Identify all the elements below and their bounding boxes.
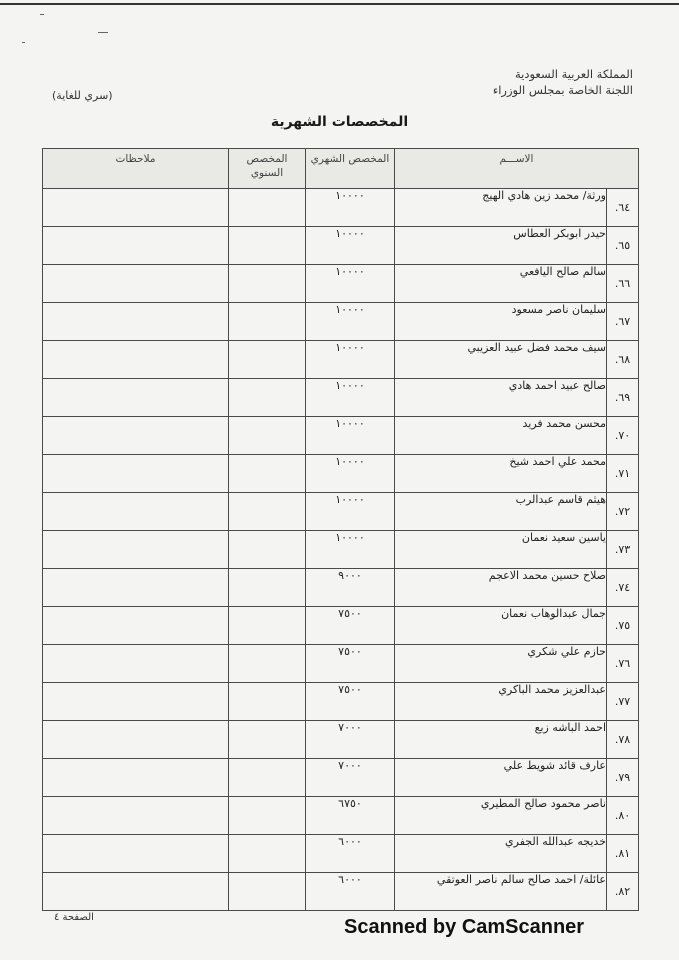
row-number: ٦٤. bbox=[607, 189, 639, 227]
row-name: سيف محمد فضل عبيد العزيبي bbox=[394, 341, 606, 379]
row-annual-allowance bbox=[228, 341, 305, 379]
row-notes bbox=[43, 379, 229, 417]
scan-speck bbox=[40, 14, 44, 15]
row-number: ٦٩. bbox=[607, 379, 639, 417]
row-monthly-allowance: ٩٠٠٠ bbox=[305, 569, 394, 607]
row-annual-allowance bbox=[228, 797, 305, 835]
row-monthly-allowance: ١٠٠٠٠ bbox=[305, 189, 394, 227]
table-row bbox=[43, 645, 639, 683]
row-number: ٧٨. bbox=[607, 721, 639, 759]
row-monthly-allowance: ١٠٠٠٠ bbox=[305, 227, 394, 265]
table-row bbox=[43, 341, 639, 379]
scan-top-edge bbox=[0, 3, 679, 5]
row-number: ٧١. bbox=[607, 455, 639, 493]
classification-label: (سري للغاية) bbox=[52, 89, 113, 102]
row-annual-allowance bbox=[228, 835, 305, 873]
row-name: صلاح حسين محمد الاعجم bbox=[394, 569, 606, 607]
row-annual-allowance bbox=[228, 379, 305, 417]
column-header-monthly: المخصص الشهري bbox=[305, 149, 394, 189]
row-name: سالم صالح اليافعي bbox=[394, 265, 606, 303]
table-row bbox=[43, 265, 639, 303]
row-notes bbox=[43, 455, 229, 493]
row-notes bbox=[43, 759, 229, 797]
row-notes bbox=[43, 265, 229, 303]
row-number: ٧٣. bbox=[607, 531, 639, 569]
row-monthly-allowance: ٧٥٠٠ bbox=[305, 645, 394, 683]
page-number: الصفحة ٤ bbox=[54, 912, 94, 923]
scanner-watermark: Scanned by CamScanner bbox=[344, 916, 585, 938]
row-number: ٧٠. bbox=[607, 417, 639, 455]
row-notes bbox=[43, 303, 229, 341]
row-annual-allowance bbox=[228, 607, 305, 645]
row-number: ٨٢. bbox=[607, 873, 639, 911]
column-header-notes: ملاحظات bbox=[43, 149, 229, 189]
table-row bbox=[43, 379, 639, 417]
row-annual-allowance bbox=[228, 303, 305, 341]
row-notes bbox=[43, 493, 229, 531]
row-notes bbox=[43, 417, 229, 455]
row-notes bbox=[43, 797, 229, 835]
row-number: ٧٦. bbox=[607, 645, 639, 683]
row-number: ٧٧. bbox=[607, 683, 639, 721]
row-monthly-allowance: ١٠٠٠٠ bbox=[305, 455, 394, 493]
row-number: ٨٠. bbox=[607, 797, 639, 835]
row-monthly-allowance: ٦٠٠٠ bbox=[305, 873, 394, 911]
page-title: المخصصات الشهرية bbox=[270, 114, 409, 130]
row-name: خديجه عبدالله الجفري bbox=[394, 835, 606, 873]
row-monthly-allowance: ١٠٠٠٠ bbox=[305, 417, 394, 455]
row-annual-allowance bbox=[228, 569, 305, 607]
row-monthly-allowance: ٧٠٠٠ bbox=[305, 721, 394, 759]
row-number: ٧٥. bbox=[607, 607, 639, 645]
row-number: ٦٥. bbox=[607, 227, 639, 265]
committee-name: اللجنة الخاصة بمجلس الوزراء bbox=[492, 83, 633, 97]
row-notes bbox=[43, 835, 229, 873]
row-monthly-allowance: ١٠٠٠٠ bbox=[305, 341, 394, 379]
table-row bbox=[43, 873, 639, 911]
table-row bbox=[43, 531, 639, 569]
row-number: ٧٩. bbox=[607, 759, 639, 797]
row-annual-allowance bbox=[228, 873, 305, 911]
row-monthly-allowance: ٧٥٠٠ bbox=[305, 683, 394, 721]
row-annual-allowance bbox=[228, 683, 305, 721]
row-notes bbox=[43, 569, 229, 607]
row-notes bbox=[43, 531, 229, 569]
table-row bbox=[43, 759, 639, 797]
table-row bbox=[43, 797, 639, 835]
row-name: جمال عبدالوهاب نعمان bbox=[394, 607, 606, 645]
row-name: سليمان ناصر مسعود bbox=[394, 303, 606, 341]
row-notes bbox=[43, 341, 229, 379]
row-name: ورثة/ محمد زين هادي الهيج bbox=[394, 189, 606, 227]
row-name: هيثم قاسم عبدالرب bbox=[394, 493, 606, 531]
row-name: عارف قائد شويط علي bbox=[394, 759, 606, 797]
row-annual-allowance bbox=[228, 493, 305, 531]
table-row bbox=[43, 683, 639, 721]
row-annual-allowance bbox=[228, 265, 305, 303]
row-name: محسن محمد فريد bbox=[394, 417, 606, 455]
row-number: ٧٢. bbox=[607, 493, 639, 531]
allowances-table bbox=[42, 148, 639, 911]
row-number: ٦٨. bbox=[607, 341, 639, 379]
row-monthly-allowance: ١٠٠٠٠ bbox=[305, 379, 394, 417]
row-name: عائلة/ احمد صالح سالم ناصر العوتقي bbox=[394, 873, 606, 911]
row-number: ٦٦. bbox=[607, 265, 639, 303]
row-monthly-allowance: ٦٧٥٠ bbox=[305, 797, 394, 835]
row-name: احمد الباشه زبع bbox=[394, 721, 606, 759]
row-number: ٨١. bbox=[607, 835, 639, 873]
row-notes bbox=[43, 873, 229, 911]
row-annual-allowance bbox=[228, 189, 305, 227]
row-annual-allowance bbox=[228, 455, 305, 493]
table-header-row bbox=[43, 149, 639, 189]
row-monthly-allowance: ٧٠٠٠ bbox=[305, 759, 394, 797]
letterhead bbox=[493, 66, 633, 98]
table-row bbox=[43, 227, 639, 265]
row-annual-allowance bbox=[228, 227, 305, 265]
row-name: حيدر ابوبكر العطاس bbox=[394, 227, 606, 265]
row-name: حازم علي شكري bbox=[394, 645, 606, 683]
table-row bbox=[43, 607, 639, 645]
scan-speck bbox=[22, 42, 25, 43]
column-header-annual: المخصص السنوي bbox=[228, 149, 305, 189]
country-name: المملكة العربية السعودية bbox=[515, 67, 633, 81]
row-annual-allowance bbox=[228, 645, 305, 683]
row-number: ٦٧. bbox=[607, 303, 639, 341]
table-row bbox=[43, 493, 639, 531]
row-notes bbox=[43, 189, 229, 227]
row-monthly-allowance: ١٠٠٠٠ bbox=[305, 265, 394, 303]
table-row bbox=[43, 303, 639, 341]
row-name: عبدالعزيز محمد الباكري bbox=[394, 683, 606, 721]
row-monthly-allowance: ١٠٠٠٠ bbox=[305, 303, 394, 341]
table-row bbox=[43, 417, 639, 455]
row-annual-allowance bbox=[228, 721, 305, 759]
column-header-name: الاســـم bbox=[394, 149, 638, 189]
row-annual-allowance bbox=[228, 759, 305, 797]
row-monthly-allowance: ٧٥٠٠ bbox=[305, 607, 394, 645]
row-notes bbox=[43, 683, 229, 721]
row-name: محمد علي احمد شيخ bbox=[394, 455, 606, 493]
row-annual-allowance bbox=[228, 531, 305, 569]
table-row bbox=[43, 569, 639, 607]
table-row bbox=[43, 455, 639, 493]
row-notes bbox=[43, 645, 229, 683]
table-row bbox=[43, 189, 639, 227]
row-notes bbox=[43, 721, 229, 759]
row-notes bbox=[43, 227, 229, 265]
table-row bbox=[43, 721, 639, 759]
row-notes bbox=[43, 607, 229, 645]
table-row bbox=[43, 835, 639, 873]
row-monthly-allowance: ١٠٠٠٠ bbox=[305, 531, 394, 569]
row-monthly-allowance: ٦٠٠٠ bbox=[305, 835, 394, 873]
row-monthly-allowance: ١٠٠٠٠ bbox=[305, 493, 394, 531]
row-name: ياسين سعيد نعمان bbox=[394, 531, 606, 569]
row-name: صالح عبيد احمد هادي bbox=[394, 379, 606, 417]
scan-speck bbox=[98, 32, 108, 33]
row-number: ٧٤. bbox=[607, 569, 639, 607]
row-name: ناصر محمود صالح المطيري bbox=[394, 797, 606, 835]
row-annual-allowance bbox=[228, 417, 305, 455]
